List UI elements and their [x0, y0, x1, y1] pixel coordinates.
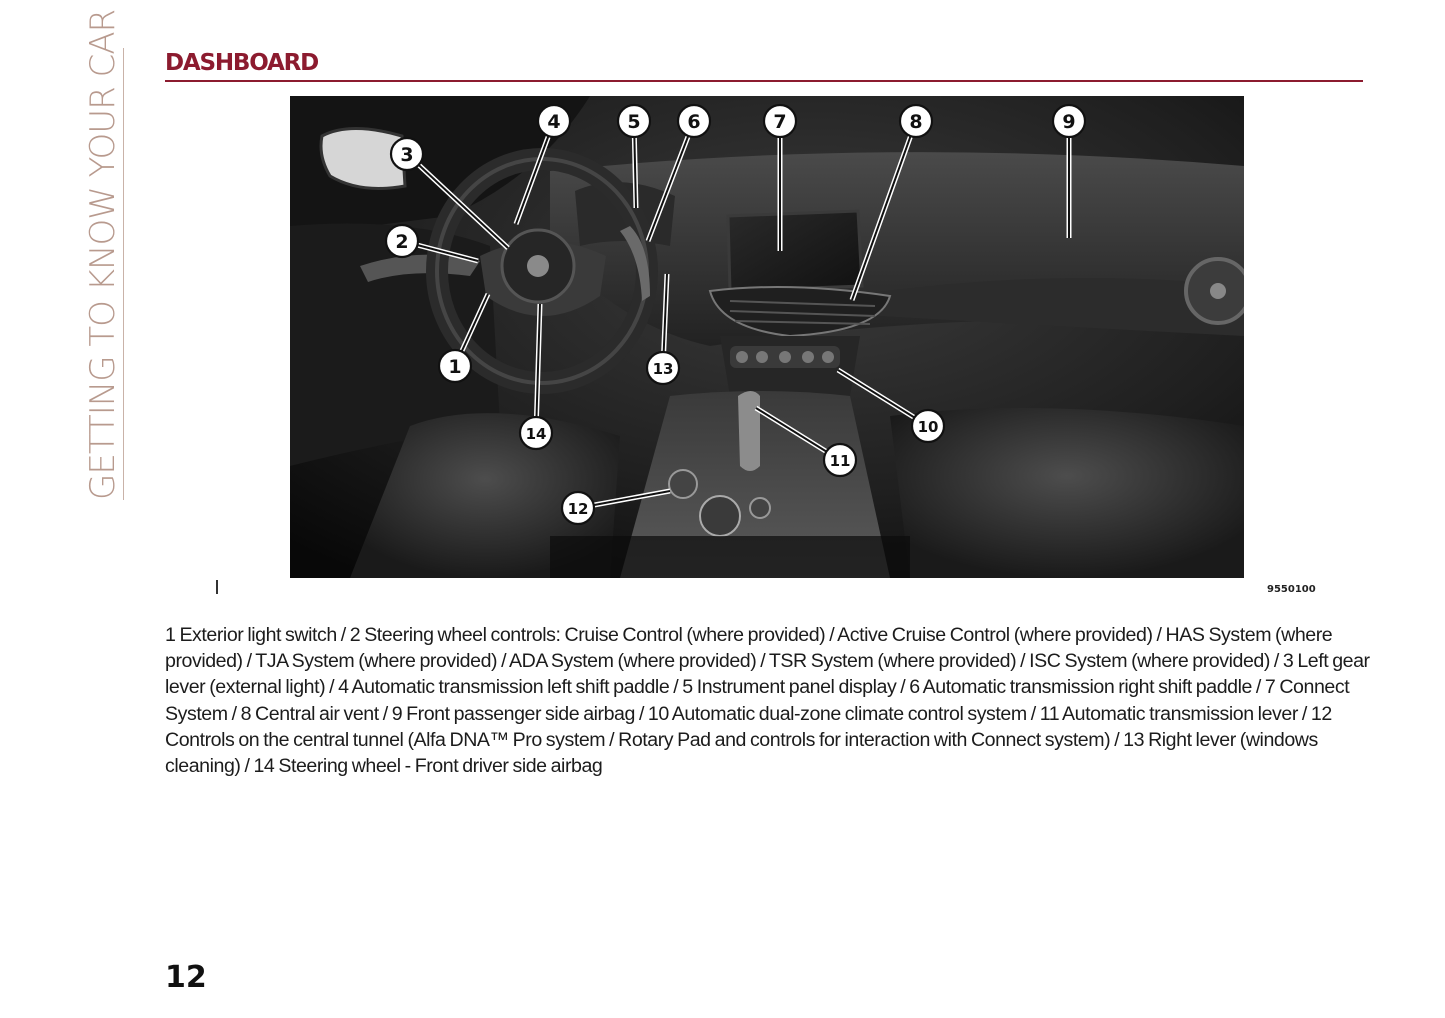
callout-number: 10	[917, 418, 939, 436]
callout-number: 7	[773, 111, 787, 133]
rotary-pad-knob	[700, 496, 740, 536]
alfa-badge-icon	[527, 255, 549, 277]
callout-number: 13	[652, 360, 674, 378]
callout-number: 5	[627, 111, 641, 133]
figure-code: 9550100	[1267, 584, 1316, 595]
callout-number: 1	[448, 356, 462, 378]
callout-number: 14	[525, 425, 547, 443]
header-rule	[165, 80, 1363, 82]
foreground-shadow	[550, 536, 910, 578]
figure-caption: 1 Exterior light switch / 2 Steering wheel controls: Cruise Control (where provided) / Active Cruise Control (where provided) / HAS System (where provided) / TJA System (where provided) / ADA System (where provided) / TSR System (where provided) / ISC System (where provided) / 3 Left gear lever (external light) / 4 Automatic transmission left shift paddle / 5 Instrument panel display / 6 Automatic transmission right shift paddle / 7 Connect System / 8 Central air vent / 9 Front passenger side airbag / 10 Automatic dual-zone climate control system / 11 Automatic transmission lever / 12 Controls on the central tunnel (Alfa DNA™ Pro system / Rotary Pad and controls for interaction with Connect system) / 13 Right lever (windows cleaning) / 14 Steering wheel - Front driver side airbag	[165, 624, 1370, 778]
callout-number: 11	[829, 452, 851, 470]
callout-number: 9	[1062, 111, 1076, 133]
callout-number: 6	[687, 111, 701, 133]
callout-number: 12	[567, 500, 589, 518]
dashboard-illustration	[290, 96, 1244, 578]
callout-number: 8	[909, 111, 923, 133]
figure-mark	[216, 580, 218, 594]
vent-center-icon	[1210, 283, 1226, 299]
callout-number: 4	[547, 111, 561, 133]
section-side-label: GETTING TO KNOW YOUR CAR	[83, 9, 123, 500]
volume-knob	[750, 498, 770, 518]
gear-lever	[738, 391, 760, 471]
callout-number: 3	[400, 144, 414, 166]
dna-selector-knob	[669, 470, 697, 498]
connect-display	[728, 211, 862, 291]
dashboard-figure	[290, 96, 1244, 578]
page-title: DASHBOARD	[165, 50, 318, 76]
callout-number: 2	[395, 231, 409, 253]
page-number: 12	[165, 960, 207, 995]
